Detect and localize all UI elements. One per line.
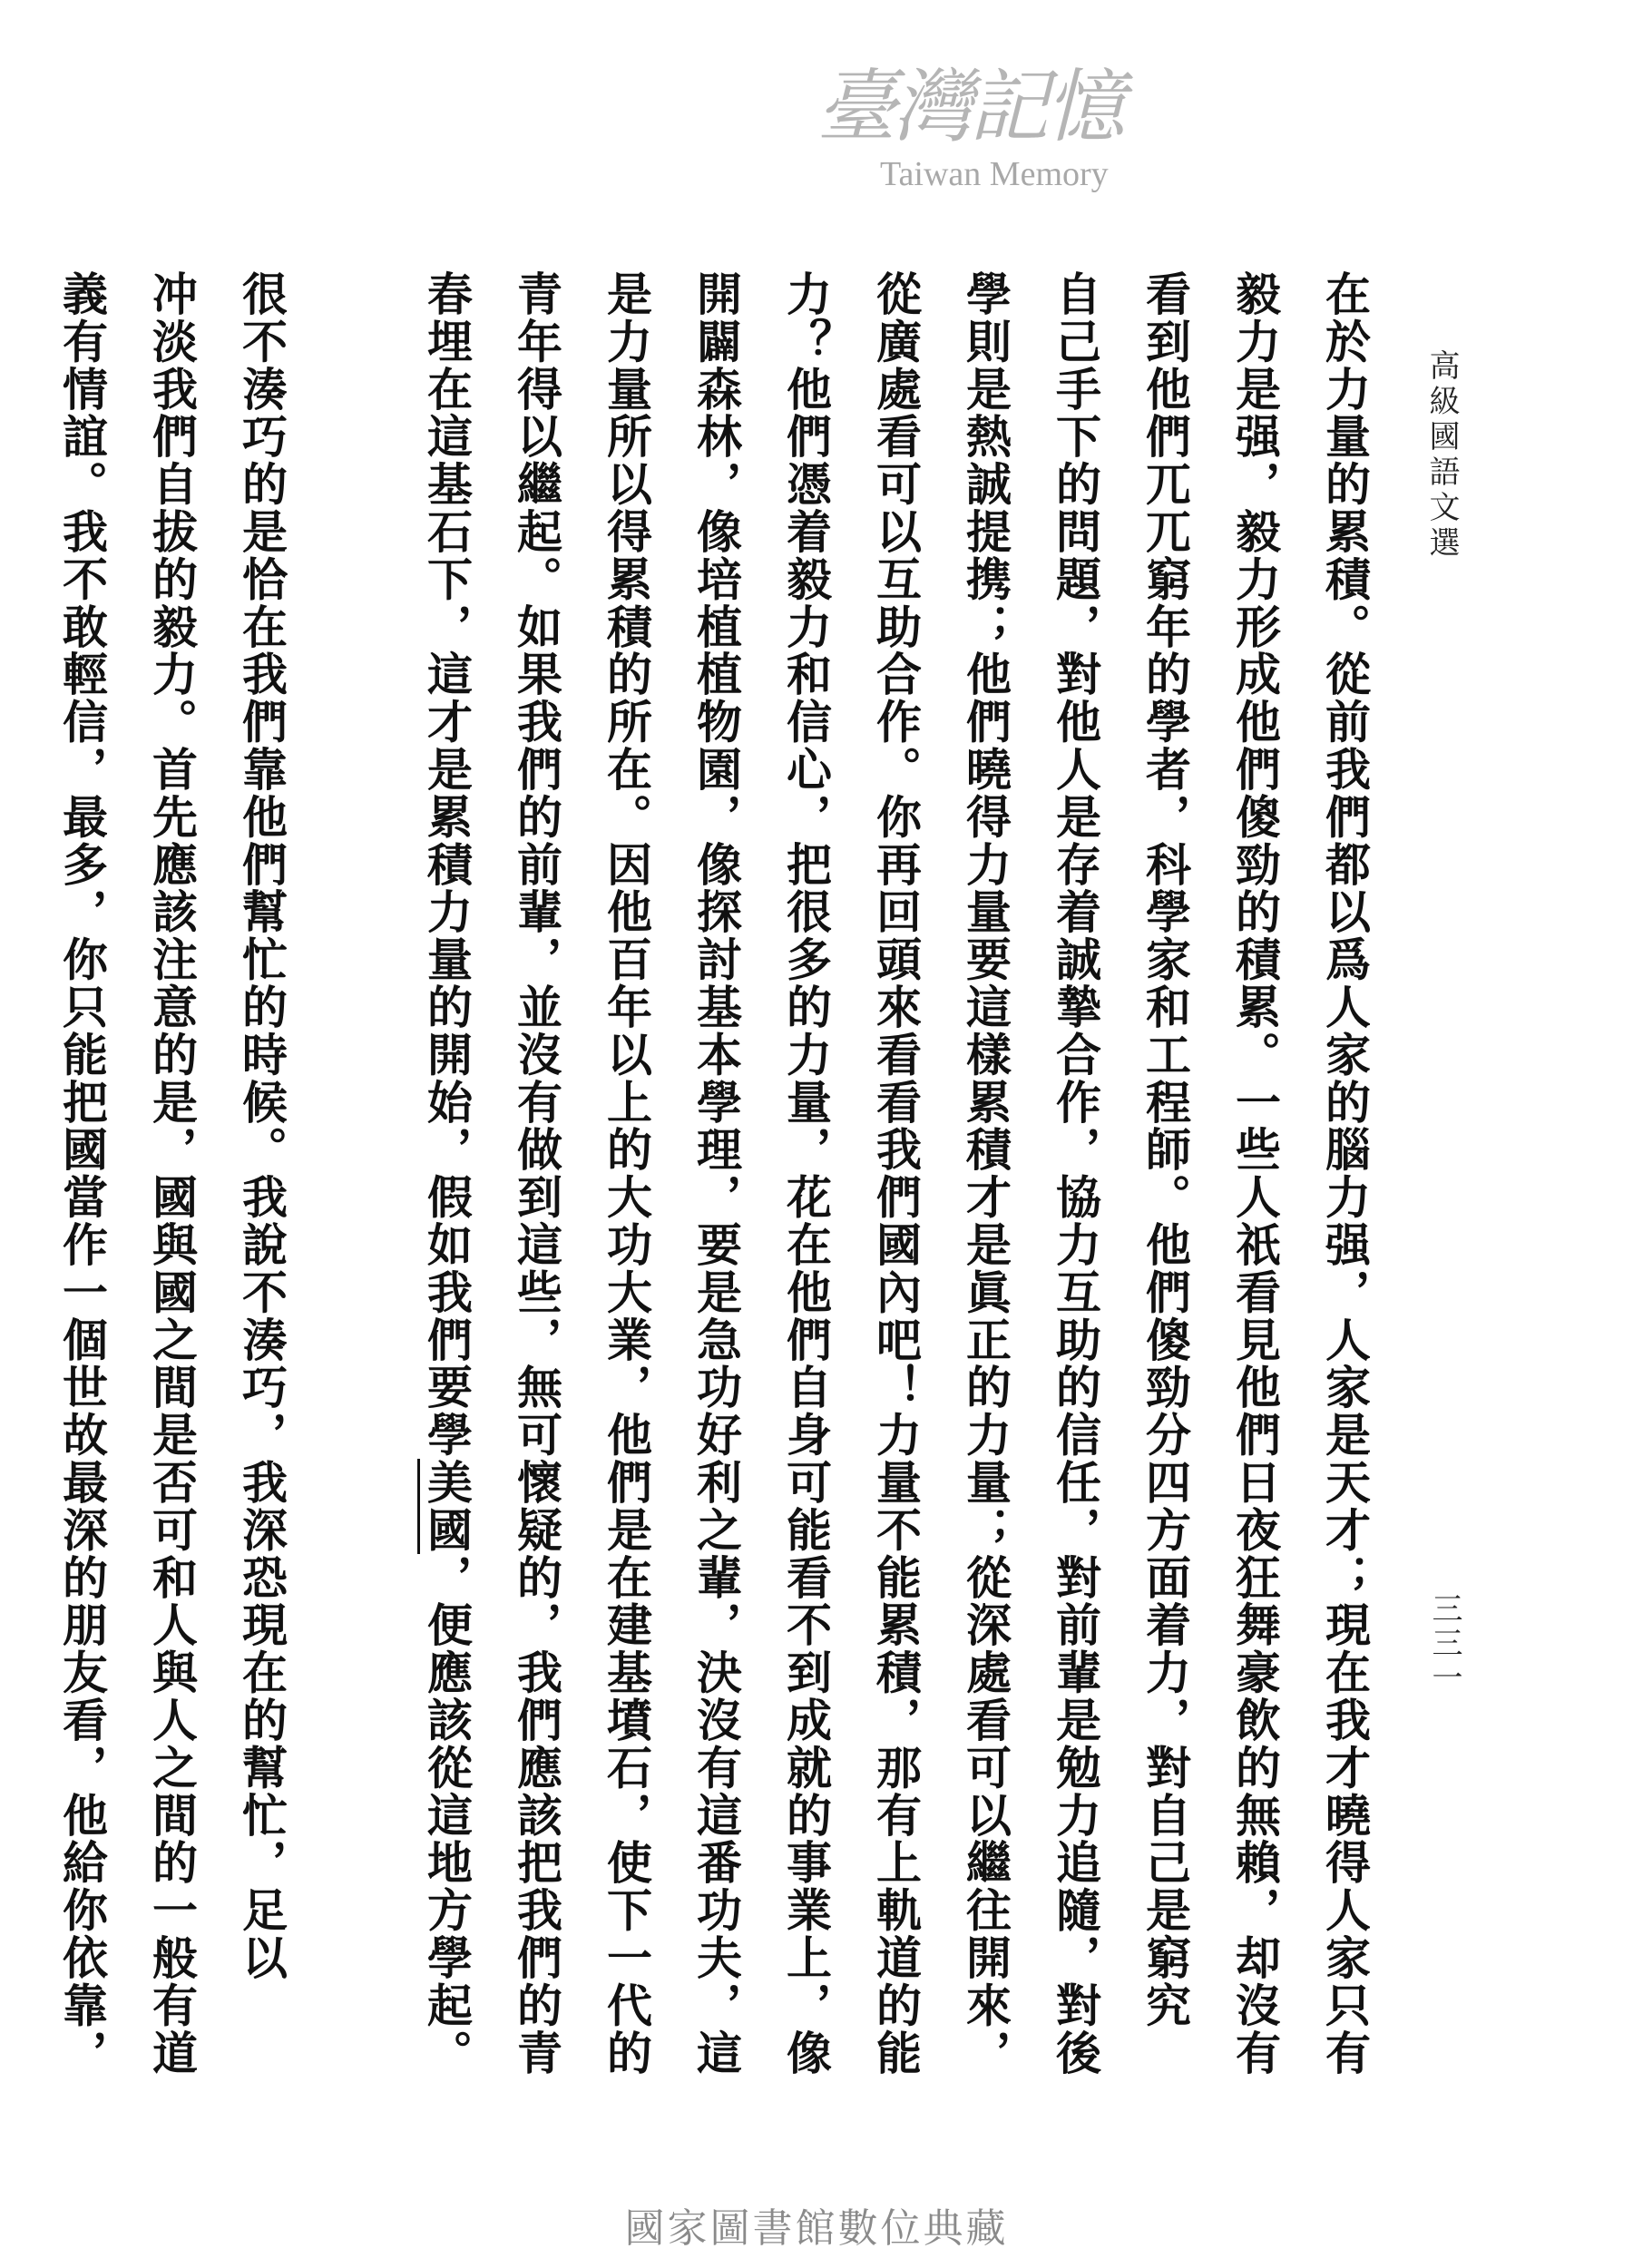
body-text bbox=[37, 270, 1390, 2085]
text-line: 開闢森林，像培植植物園，像探討基本學理，要是急功好利之輩，決沒有這番功夫，這 bbox=[689, 270, 743, 2077]
text-segment: 春埋在這基石下，這才是累積力量的開始，假如我們要學 bbox=[420, 270, 474, 1459]
text-line: 力？他們憑着毅力和信心，把很多的力量，花在他們自身可能看不到成就的事業上，像 bbox=[779, 270, 833, 2077]
text-line: 自己手下的問題，對他人是存着誠摯合作，協力互助的信任，對前輩是勉力追隨，對後 bbox=[1049, 270, 1102, 2077]
paragraph-start-line: 很不湊巧的是恰在我們靠他們幫忙的時候。我說不湊巧，我深恐現在的幫忙，足以 bbox=[235, 270, 288, 1982]
footer-source: 國家圖書館數位典藏 bbox=[624, 2205, 1009, 2252]
proper-noun-mark: 美國 bbox=[417, 1459, 474, 1554]
text-line: 在於力量的累積。從前我們都以爲人家的腦力强，人家是天才；現在我才曉得人家只有 bbox=[1318, 270, 1372, 2077]
text-line: 冲淡我們自拔的毅力。首先應該注意的是，國與國之間是否可和人與人之間的一般有道 bbox=[145, 270, 199, 2077]
text-line: 是力量所以得累積的所在。因他百年以上的大功大業，他們是在建基墳石，使下一代的 bbox=[600, 270, 653, 2077]
text-line: 看到他們兀兀窮年的學者，科學家和工程師。他們傻勁分四方面着力，對自己是窮究 bbox=[1139, 270, 1192, 2029]
watermark-english: Taiwan Memory bbox=[880, 155, 1109, 193]
text-line: 青年得以繼起。如果我們的前輩，並沒有做到這些，無可懷疑的，我們應該把我們的青 bbox=[510, 270, 563, 2077]
watermark-chinese: 臺灣記憶 bbox=[816, 60, 1122, 153]
text-line bbox=[402, 270, 492, 2085]
text-line: 義有情誼。我不敢輕信，最多，你只能把國當作一個世故最深的朋友看，他給你依靠， bbox=[55, 270, 109, 2077]
running-header-title: 高級國語文選 bbox=[1423, 349, 1460, 562]
page-number: 三三一 bbox=[1426, 1592, 1462, 1696]
text-line: 學則是熱誠提携；他們曉得力量要這樣累積才是眞正的力量；從深處看可以繼往開來， bbox=[959, 270, 1012, 2077]
text-segment: ，便應該從這地方學起。 bbox=[420, 1553, 474, 2077]
text-line: 從廣處看可以互助合作。你再回頭來看看我們國內吧！力量不能累積，那有上軌道的能 bbox=[869, 270, 923, 2077]
text-line: 毅力是强，毅力形成他們傻勁的積累。一些人祇看見他們日夜狂舞豪飲的無賴，却沒有 bbox=[1228, 270, 1282, 2077]
watermark-logo bbox=[816, 60, 1198, 200]
